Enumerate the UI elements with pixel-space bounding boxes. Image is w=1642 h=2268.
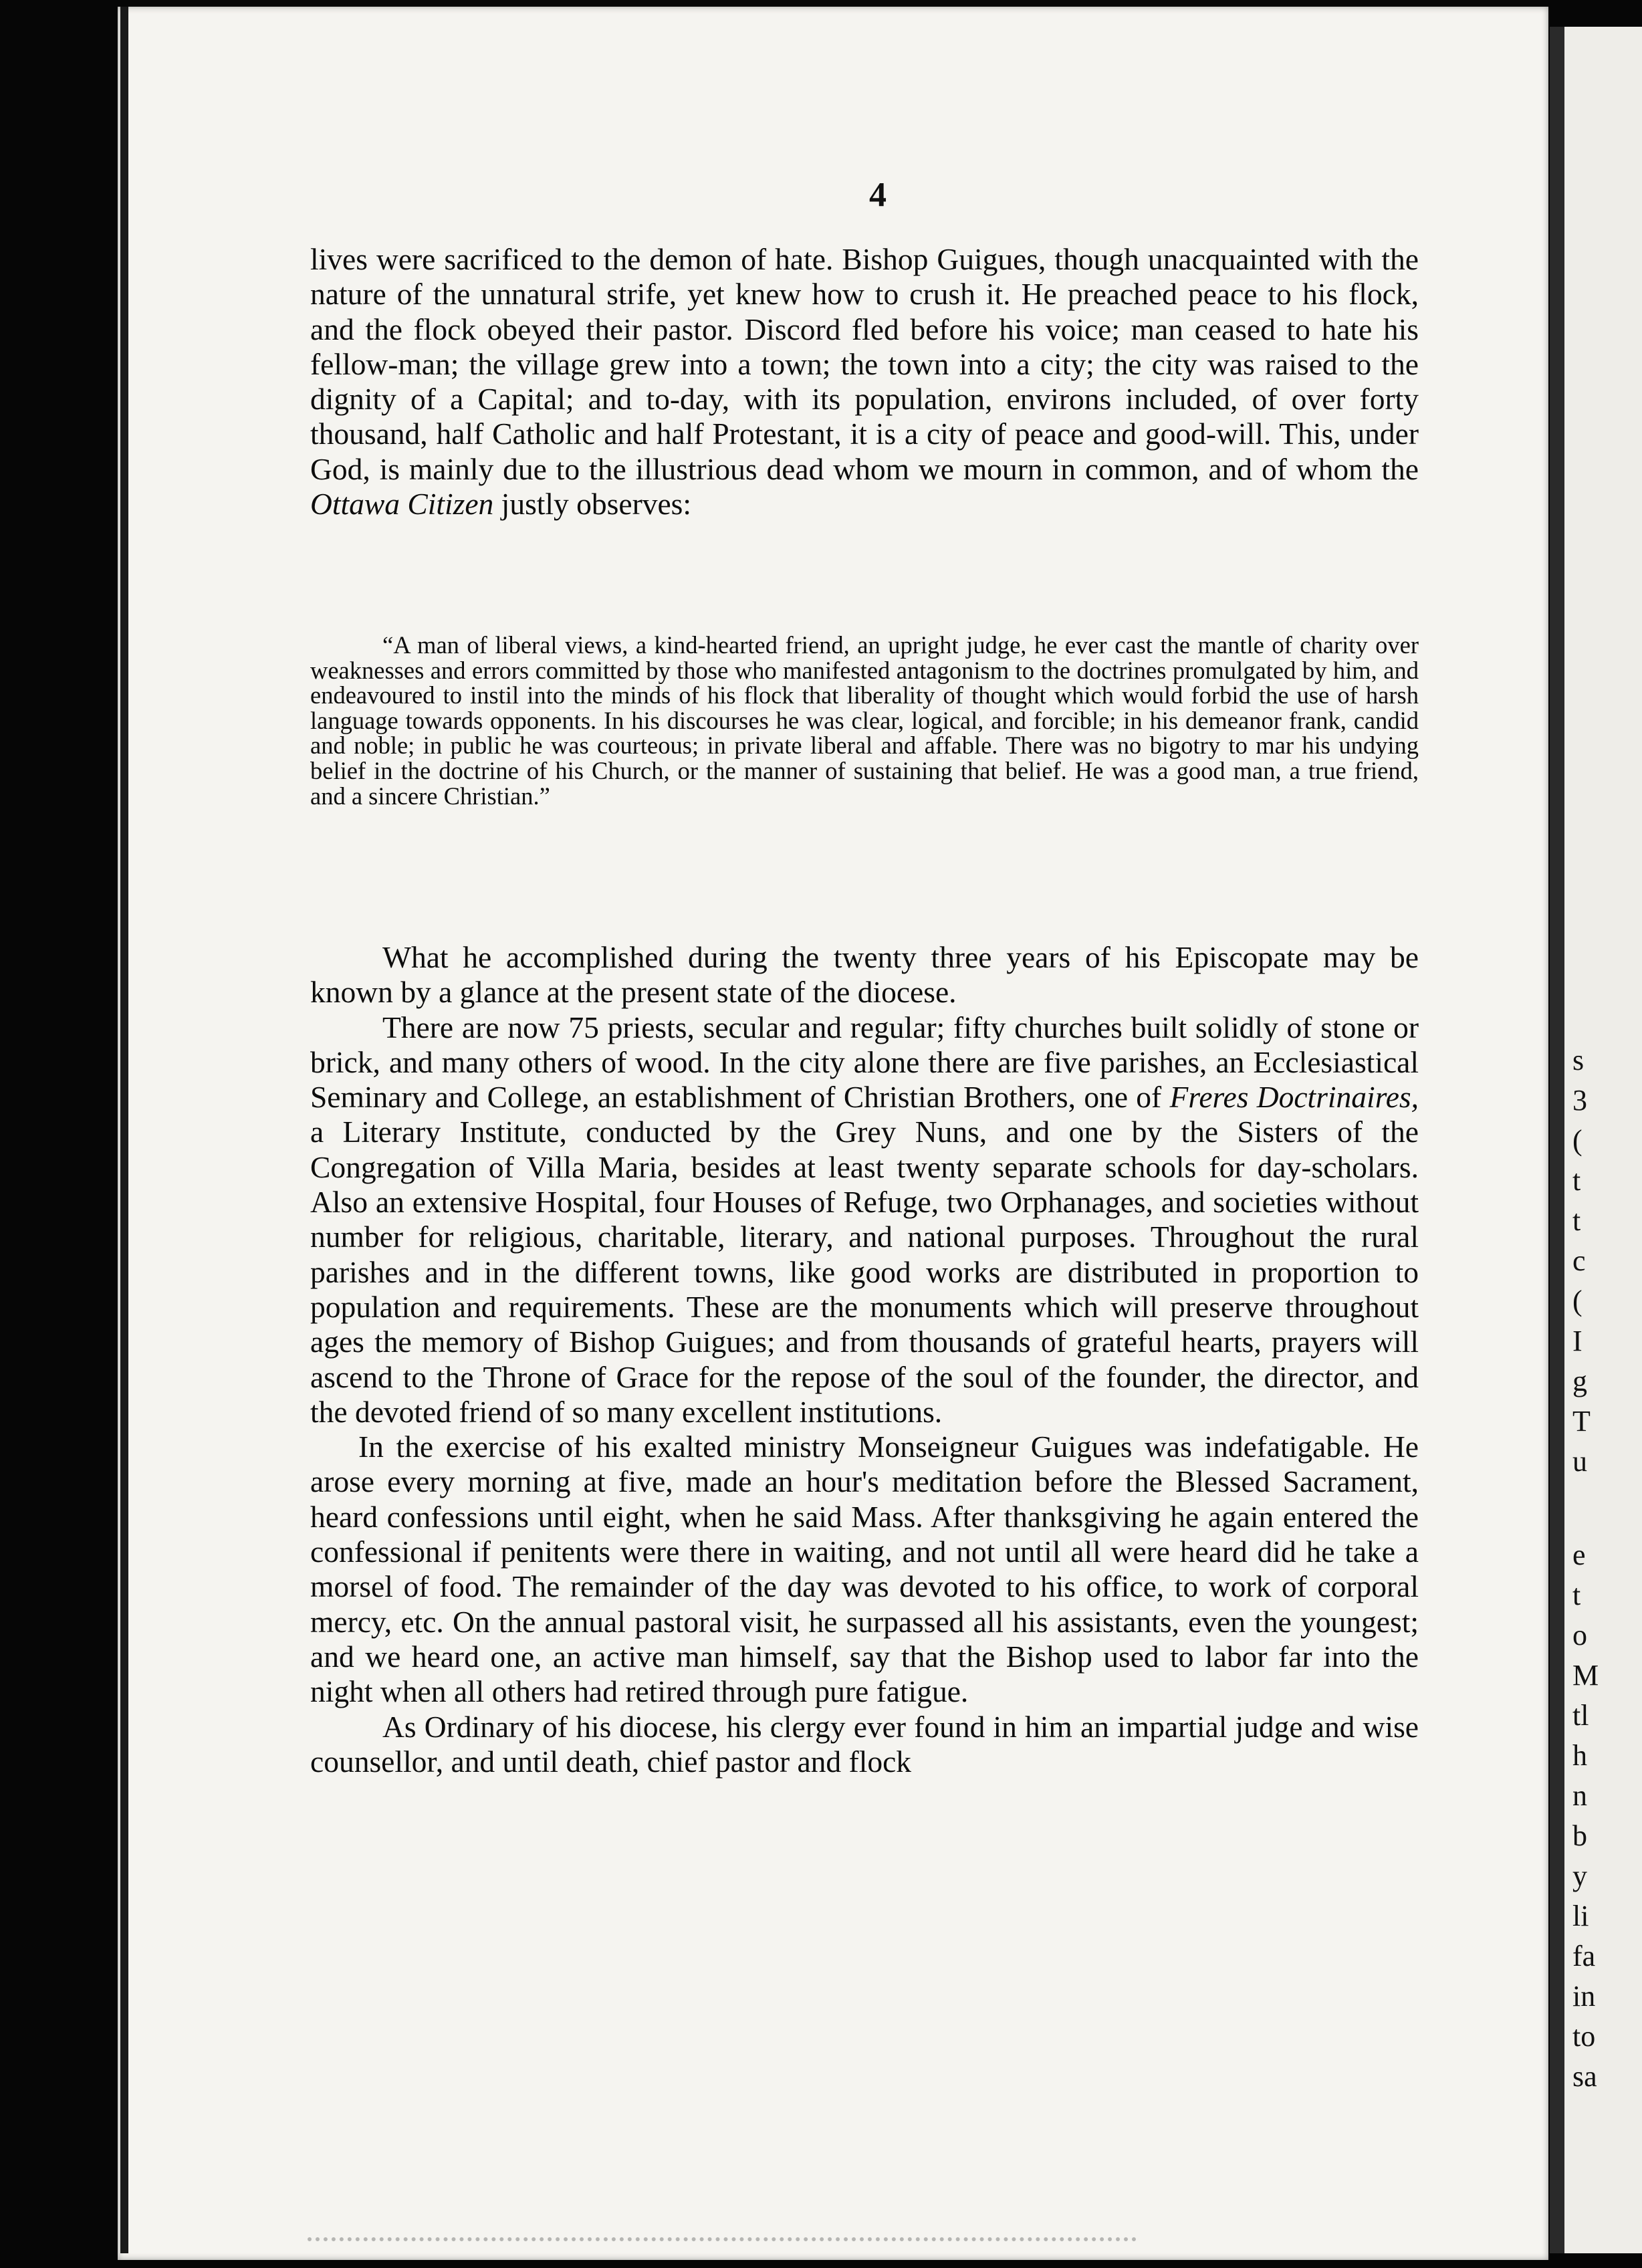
facing-page-fragment: c <box>1572 1244 1586 1277</box>
page-number: 4 <box>869 176 887 214</box>
paragraph-2: What he accomplished during the twenty three years of his Episcopate may be known by a glance at the present state of the diocese. <box>310 940 1419 1010</box>
newspaper-name: Ottawa Citizen <box>310 487 494 522</box>
paragraph-3-text-a: There are now 75 priests, secular and regular; fifty churches built solidly of stone or brick, and many others of wood. In the city alone there are five parishes, an Ecclesiastical Seminary and College, an establishment of Christian Brothers, one of <box>310 1010 1419 1115</box>
facing-page-fragment: o <box>1572 1619 1587 1652</box>
facing-page-fragment: fa <box>1572 1940 1596 1972</box>
facing-page-fragment: t <box>1572 1204 1581 1237</box>
paragraphs-main <box>310 940 1419 1779</box>
page-binding-edge <box>120 7 128 2253</box>
facing-page-fragment: 3 <box>1572 1084 1587 1117</box>
facing-page-fragment: li <box>1572 1900 1589 1932</box>
facing-page-fragment: n <box>1572 1779 1587 1812</box>
paragraph-5: As Ordinary of his diocese, his clergy ever found in him an impartial judge and wise counsellor, and until death, chief pastor and flock <box>310 1709 1419 1779</box>
facing-page-fragment: u <box>1572 1445 1587 1478</box>
paragraph-1-text: lives were sacrificed to the demon of hate. Bishop Guigues, though unacquainted with the nature of the unnatural strife, yet knew how to crush it. He preached peace to his flock, and the flock obeyed their pastor. Discord fled before his voice; man ceased to hate his fellow-man; the village grew into a town; the town into a city; the city was raised to the dignity of a Capital; and to-day, with its population, environs included, of over forty thousand, half Catholic and half Protestant, it is a city of peace and good-will. This, under God, is mainly due to the illustrious dead whom we mourn in common, and of whom the <box>310 242 1419 486</box>
facing-page-fragment: sa <box>1572 2060 1597 2093</box>
facing-page-fragment: t <box>1572 1164 1581 1197</box>
facing-page-fragment: ( <box>1572 1124 1582 1157</box>
paragraph-3-text-b: a Literary Institute, conducted by the Grey Nuns, and one by the Sisters of the Congregation of Villa Maria, besides at least twenty separate schools for day-scholars. Also an extensive Hospital, four Houses of Refuge, two Orphanages, and societies without number for religious, charitable, literary, and national purposes. Throughout the rural parishes and in the different towns, like good works are distributed in proportion to population and requirements. These are the monuments which will preserve throughout ages the memory of Bishop Guigues; and from thousands of grateful hearts, prayers will ascend to the Throne of Grace for the repose of the soul of the founder, the director, and the devoted friend of so many excellent institutions. <box>310 1115 1419 1429</box>
facing-page-fragment: tl <box>1572 1699 1589 1732</box>
facing-page-fragment: ( <box>1572 1284 1582 1317</box>
facing-page-fragment: s <box>1572 1044 1585 1076</box>
order-name: Freres Doctrinaires, <box>1169 1080 1419 1115</box>
facing-page-fragment: in <box>1572 1980 1596 2013</box>
facing-page-fragment: e <box>1572 1539 1586 1571</box>
gutter-shadow <box>1550 27 1564 2253</box>
facing-page-fragment: t <box>1572 1579 1581 1611</box>
facing-page-fragment: y <box>1572 1859 1587 1892</box>
paragraph-1-end: justly observes: <box>501 487 692 522</box>
scan-artifact <box>308 2237 1137 2255</box>
facing-page-fragment: g <box>1572 1365 1587 1397</box>
paragraph-1 <box>310 242 1419 522</box>
block-quote: “A man of liberal views, a kind-hearted friend, an upright judge, he ever cast the mantle of charity over weaknesses and errors committed by those who manifested antagonism to the doctrines promulgated by him, and endeavoured to instil into the minds of his flock that liberality of thought which would forbid the use of harsh language towards opponents. In his discourses he was clear, logical, and forcible; in his demeanor frank, candid and noble; in public he was courteous; in private liberal and affable. There was no bigotry to mar his undying belief in the doctrine of his Church, or the manner of sustaining that belief. He was a good man, a true friend, and a sincere Christian.” <box>310 631 1419 810</box>
facing-page-edge <box>1564 27 1642 2253</box>
facing-page-fragment: b <box>1572 1819 1587 1852</box>
paragraph-4: In the exercise of his exalted ministry Monseigneur Guigues was indefatigable. He arose every morning at five, made an hour's meditation before the Blessed Sacrament, heard confessions until eight, when he said Mass. After thanksgiving he again entered the confessional if penitents were there in waiting, and not until all were heard did he take a morsel of food. The remainder of the day was devoted to his office, to work of corporal mercy, etc. On the annual pastoral visit, he surpassed all his assistants, even the youngest; and we heard one, an active man himself, say that the Bishop used to labor far into the night when all others had retired through pure fatigue. <box>310 1430 1419 1709</box>
facing-page-fragment: I <box>1572 1325 1582 1357</box>
facing-page-fragment: T <box>1572 1405 1591 1438</box>
facing-page-fragment: M <box>1572 1659 1599 1692</box>
facing-page-fragment: h <box>1572 1739 1587 1772</box>
facing-page-fragment: to <box>1572 2020 1596 2053</box>
paragraph-3 <box>310 1010 1419 1430</box>
